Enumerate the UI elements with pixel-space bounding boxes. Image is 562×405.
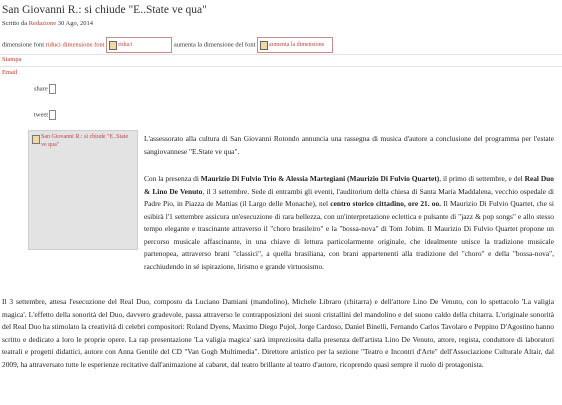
divider bbox=[0, 66, 562, 67]
bold-text: centro storico cittadino, ore 21. oo. bbox=[330, 199, 442, 208]
meta-prefix: Scritto da bbox=[2, 20, 28, 27]
article-image bbox=[28, 130, 138, 250]
decrease-font-button[interactable] bbox=[106, 37, 172, 53]
share-label: share bbox=[34, 85, 48, 93]
tweet-count-box bbox=[49, 110, 56, 120]
article-meta bbox=[2, 20, 93, 27]
text-span: Con la presenza di bbox=[144, 174, 201, 183]
broken-image-icon bbox=[32, 135, 40, 144]
share-button[interactable] bbox=[34, 84, 56, 94]
article-paragraph-main bbox=[144, 173, 554, 273]
image-placeholder-icon bbox=[109, 41, 117, 50]
print-link[interactable]: Stampa bbox=[2, 56, 22, 63]
bold-text: Real Duo & Lino De Venuto bbox=[144, 174, 554, 196]
article-paragraph-intro: L'assessorato alla cultura di San Giovanni Rotondo annuncia una rassegna di musica d'autore a conclusione del programma per l'estate sangiovannese "E.State ve qua". bbox=[144, 134, 554, 156]
text-span: , il 3 settembre. Sede di entrambi gli eventi, l'auditorium della chiesa di Santa Maria Maddalena, vecchio ospedale di Padre Pio, in Piazza de Mattias (il Largo delle Monache), nel bbox=[144, 186, 554, 208]
email-link[interactable]: Email bbox=[2, 69, 18, 76]
share-count-box bbox=[49, 84, 56, 94]
tweet-button[interactable] bbox=[34, 110, 56, 120]
image-placeholder-icon bbox=[260, 41, 268, 50]
image-caption: San Giovanni R.: si chiude "E..State ve qua" bbox=[41, 134, 129, 148]
decrease-font-link[interactable]: riduci dimensione font bbox=[45, 41, 105, 49]
decrease-font-button-label: riduci bbox=[118, 42, 133, 48]
divider bbox=[0, 54, 562, 55]
tweet-label: tweet bbox=[34, 111, 49, 119]
increase-font-button-label: aumenta la dimensione bbox=[269, 42, 325, 48]
bold-text: Maurizio Di Fulvio Trio & Alessia Martegiani (Maurizio Di Fulvio Quartet) bbox=[200, 174, 440, 183]
increase-font-button[interactable] bbox=[257, 37, 333, 53]
font-size-label: dimensione font bbox=[2, 41, 45, 49]
author-link[interactable]: Redazione bbox=[28, 20, 57, 27]
article-title: San Giovanni R.: si chiude "E..State ve qua" bbox=[2, 4, 207, 16]
font-size-controls bbox=[2, 37, 333, 53]
meta-date: 30 Ago, 2014 bbox=[57, 20, 93, 27]
article-paragraph-realduo: Il 3 settembre, attesa l'esecuzione del Real Duo, composto da Luciano Damiani (mandolino), Michele Libraro (chitarra) e dell'attore Lino De Venuto, con lo spettacolo 'La valigia magica'. L'effetto della sonorità del Duo, davvero gradevole, passa attraverso le contrapposizioni dei suoni cristallini del mandolino e del suono caldo della chitarra. L'originale sonorità del Real Duo ha stimolato la creatività di celebri compositori: Roland Dyens, Maximo Diego Pujol, Jorge Cardoso, Daniel Binelli, Fernando Carlos Tavolaro e Peppino D'Agostino hanno scritto e dedicato a loro le proprie opere. La rap presentazione 'La valigia magica' sarà impreziosita dalla presenza dell'artista Lino De Venuto, attore, regista, conduttore di laboratori teatrali e progetti didattici, autore con Anna Gentile del CD "Van Gogh Multimedia". Direttore artistico per la sezione "Teatro e Incontri d'Arte" dell'Associazione Culturale Altair, dal 2009, ha attraversato tutte le esperienze recitative dall'animazione al cabaret, dal teatro brillante al teatro d'autore, ricoprendo quasi sempre il ruolo di protagonista. bbox=[2, 297, 554, 369]
text-span: , il primo di settembre, e del bbox=[439, 174, 525, 183]
increase-font-text: aumenta la dimensione del font bbox=[173, 41, 256, 49]
text-span: Il Maurizio Di Fulvio Quartet, che si esibirà l'1 settembre assicura un'esecuzione di rara bellezza, con un'interpretazione eclettica e pulsante di "jazz & pop songs" e allo stesso tempo elegante e trascinante attraverso il "choro brasileiro" e la "bossa-nova" di Tom Jobim. Il Maurizio Di Fulvio Quartet propone un percorso musicale affascinante, in una chiave di lettura particolarmente originale, che idealmente unisce la tradizione musicale partenopea, attraverso brani "classici", a quella brasiliana, con brani appartenenti alla tradizione del "choro" e della "bossa-nova", racchiudendo in sé ispirazione, lirismo e grande virtuosismo. bbox=[144, 199, 554, 271]
